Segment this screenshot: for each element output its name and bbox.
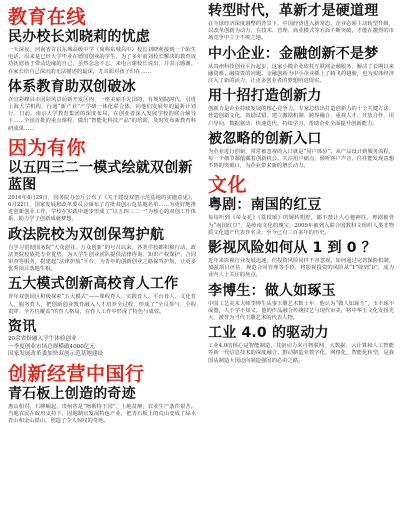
article-news-brief bbox=[8, 319, 196, 359]
article-headline[interactable]: 用十招打造创新力 bbox=[208, 88, 322, 105]
section-title-culture: 文化 bbox=[208, 174, 248, 197]
article-headline[interactable]: 影视风险如何从 1 到 0 ？ bbox=[208, 240, 376, 257]
article-body: 从贵州科技创业平台起步，这家小微企业依托互联网金融服务，解决了长期以来融资难、融资贵的问题。金融创新为中小企业插上了腾飞的翅膀，也为实体经济注入了新的活力，让更多创业者的梦想照进现实。 bbox=[208, 63, 394, 85]
article-ten-tips bbox=[208, 88, 394, 128]
article-body: 在全球经济深度调整的背景下，中国经济进入新常态。企业必须主动转型升级，以改革创新为动力，在技术、管理、商业模式等方面不断突破，才能在激烈的市场竞争中立于不败之地。 bbox=[208, 21, 394, 42]
article-five-models bbox=[8, 276, 196, 316]
article-headline[interactable]: 粤剧：南国的红豆 bbox=[208, 197, 322, 214]
article-headline[interactable]: 体系教育助双创破冰 bbox=[8, 78, 136, 95]
article-transformation-era bbox=[208, 3, 394, 43]
article-body: 每每听到《帝女花》《荔枝颂》的婉转唱腔，都不禁让人心驰神往。粤剧被誉为“南国红豆”，是岭南文化的瑰宝，2009年被列入联合国教科文组织人类非物质文化遗产代表作名录，至今已有三百多年的历史。 bbox=[208, 215, 394, 236]
article-law-schools bbox=[8, 227, 196, 274]
news-item[interactable]: 国家发展改革委加快双创示范基地建设 bbox=[8, 351, 104, 358]
article-headline[interactable]: 李博生：做人如琢玉 bbox=[208, 282, 336, 299]
section-title-innovation-china-tour: 创新经营中国行 bbox=[8, 362, 145, 385]
article-headline[interactable]: 资讯 bbox=[8, 319, 37, 336]
article-body: 中国工艺美术大师李博生从事玉雕艺术数十年，他认为“做人如琢玉”，玉不琢不成器，人不学不知义。他的作品融合传统技艺与现代审美，将中华玉文化发扬光大，被誉为当代玉雕艺术的代表人物。 bbox=[208, 300, 394, 322]
article-body: 工业4.0的核心是智能制造，其驱动力来自物联网、大数据、云计算和人工智能等新一代信息技术的深度融合。推动制造业数字化、网络化、智能化转型，是我国从制造大国迈向制造强国的必由之路。 bbox=[208, 343, 394, 364]
article-body: 近年来影视行业发展迅速，但投资风险同样不容忽视。如何通过完善保险机制、加强项目评估、规范合同管理等手段，将影视投资的风险从“1”降到“0”，成为业内人士关注的焦点。 bbox=[208, 258, 394, 279]
article-headline[interactable]: 以五四三二一模式绘就双创新蓝图 bbox=[8, 159, 193, 193]
article-headline[interactable]: 转型时代，革新才是硬道理 bbox=[208, 3, 379, 19]
article-body: 为企业进行创新，常常被忽视的入口就是“用户体验”。从产品设计到服务流程，每一个细节都蕴藏着创新机会。关注用户痛点，倾听客户声音，往往能发现意想不到的突破口，为企业带来新的增长动力。 bbox=[208, 148, 394, 170]
article-body: 在宜彩峰县市国际风景前新开发区内，一座美丽手先国的，有规划院时代，引进上海大学机构，行通“新产业”产学研一体化联合体，向他们发展年的最新计划行、日前，南京大学教育集团的深度布局，在创业者深入发展学校的联合辅导下……全国首批的重点课程，做出“智能化科技产品”的培训，及时发布新教育科研成果…… bbox=[8, 96, 196, 132]
article-sme-finance bbox=[208, 46, 394, 86]
article-body: 青年双创园区积极探索“五大模式”——课程育人、实践育人、平台育人、文化育人、服务育人，把创新创业教育融入人才培养全过程，形成了“全员参与、全程贯穿、全方位覆盖”的育人格局，在育人工作中形成了特色与成效。 bbox=[8, 294, 196, 315]
article-body: 自学习贯彻国务院“大众创业、万众创新”的号召以来，各类学校都积极行动。政法类院校依托专业优势，为大学生创业团队提供法律咨询、知识产权保护、合同审查等服务，搭建起“法律护航”平台，为青年的创新创业之路保驾护航，让更多优秀项目落地生根。 bbox=[8, 244, 196, 273]
article-li-bosheng bbox=[208, 283, 394, 323]
section-title-education-online: 教育在线 bbox=[8, 6, 87, 28]
right-column bbox=[202, 0, 400, 531]
article-headline[interactable]: 被忽略的创新入口 bbox=[208, 130, 322, 147]
article-body: 2016年4月29日，国务院办公厅公布了《关于建设双创示范基地的实施意见》，6月22日，国家发展和改革委员会颁布了首批双创示范基地名单……为更好地推进创新创业工作，学校在实践中逐步形成了“以五四三二一”为核心的双创工作体系，助力学子创新成就梦想。 bbox=[8, 194, 196, 223]
article-ignored-entrance bbox=[208, 131, 394, 171]
article-principal-worries bbox=[8, 29, 196, 76]
article-body: 创新力是企业持续发展的核心竞争力。专家总结出打造创新力的十个关键方法：营造创新文化、鼓励试错、建立激励机制、跨界融合、重视人才、开放合作、用户导向、数据驱动、快速迭代、持续学习，帮助企业全面提升创新能力。 bbox=[208, 106, 394, 127]
article-headline[interactable]: 工业 4.0 的驱动力 bbox=[208, 325, 329, 342]
article-industry-4 bbox=[208, 325, 394, 365]
article-54321-model bbox=[8, 160, 196, 224]
article-cantonese-opera bbox=[208, 197, 394, 237]
article-bluestone-miracle bbox=[8, 386, 196, 426]
article-headline[interactable]: 政法院校为双创保驾护航 bbox=[8, 226, 165, 243]
news-item[interactable]: 20余省份融入学生体验创业 bbox=[8, 336, 77, 343]
article-body: 惠山相对，石峰崛起，贵州省是“喀斯特王国”，土地贫瘠，农业生产条件艰苦。当地农民在政府支持下，因地制宜发展特色产业，把青石板上的荒山变成了绿水青山和金山银山，创造了令人惊叹的奇迹。 bbox=[8, 403, 196, 425]
article-headline[interactable]: 民办校长刘晓莉的忧虑 bbox=[8, 29, 150, 45]
article-body: 一天深夜，河南省许昌东城高级中学（简称东城高中）校长刘晓莉接到一个陌生电话，原来是已经大学毕业在德国创业的学生，为了多年前刘校长解决的教育成功抚慰孩子带动边缘的自己，虽然念念不忘，来电言谢校长说出，并表示感谢。在家长给自己深沉的无法描述的最深，尤其面对孩子们在…… bbox=[8, 47, 196, 75]
section-title-because-of-you: 因为有你 bbox=[8, 136, 87, 159]
news-item[interactable]: 一季度创业市场总规模破4000亿元 bbox=[8, 343, 95, 350]
article-system-education bbox=[8, 79, 196, 133]
article-headline[interactable]: 五大模式创新高校育人工作 bbox=[8, 276, 179, 293]
article-film-risk bbox=[208, 240, 394, 280]
article-headline[interactable]: 中小企业：金融创新不是梦 bbox=[208, 45, 379, 62]
article-headline[interactable]: 青石板上创造的奇迹 bbox=[8, 385, 136, 402]
